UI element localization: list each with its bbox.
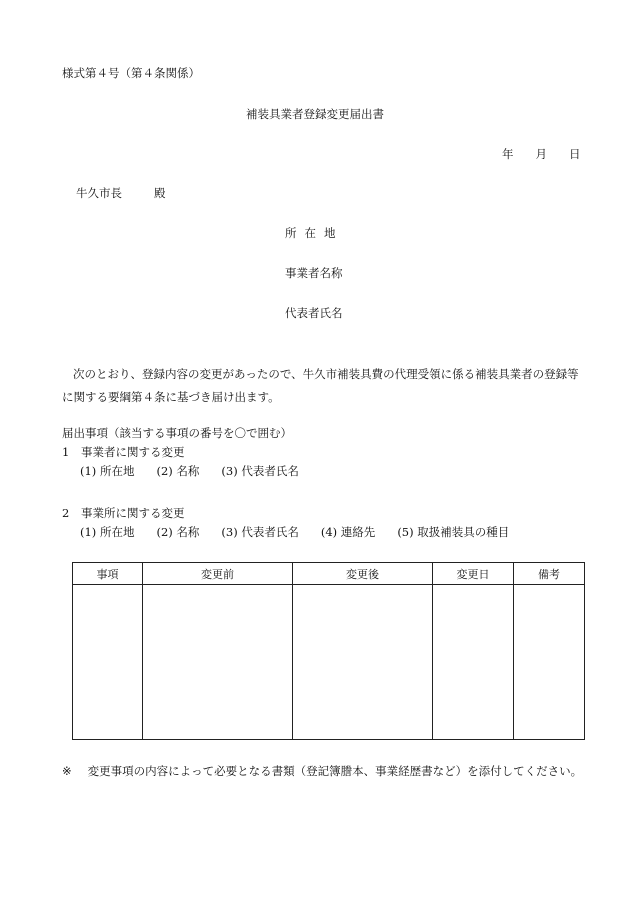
date-year-label: 年 — [502, 147, 514, 161]
section-2-option: (5) 取扱補装具の種目 — [397, 525, 510, 539]
section-1-option: (1) 所在地 — [80, 464, 135, 478]
section-2-option: (4) 連絡先 — [320, 525, 376, 539]
footnote-mark: ※ — [62, 764, 72, 778]
applicant-representative-label: 代表者氏名 — [285, 306, 343, 320]
form-number: 様式第４号（第４条関係） — [62, 66, 200, 80]
column-header-remarks: 備考 — [514, 563, 585, 585]
section-1-option: (2) 名称 — [156, 464, 200, 478]
column-header-after: 変更後 — [293, 563, 433, 585]
section-1-option: (3) 代表者氏名 — [221, 464, 299, 478]
addressee — [76, 188, 166, 200]
column-header-change-date: 変更日 — [433, 563, 514, 585]
addressee-honorific: 殿 — [154, 186, 166, 200]
footnote — [62, 766, 582, 778]
section-2-option: (1) 所在地 — [80, 525, 135, 539]
table-header-row — [73, 563, 585, 585]
addressee-name: 牛久市長 — [76, 186, 122, 200]
section-2-number: 2 — [62, 506, 70, 520]
applicant-address-label: 所在地 — [285, 226, 344, 240]
section-2-heading — [62, 508, 185, 520]
document-title: 補装具業者登録変更届出書 — [246, 107, 384, 121]
section-1-number: 1 — [62, 445, 70, 459]
applicant-business-name-label: 事業者名称 — [285, 266, 343, 280]
items-heading: 届出事項（該当する事項の番号を〇で囲む） — [62, 426, 292, 440]
section-1-heading — [62, 447, 185, 459]
section-2-title: 事業所に関する変更 — [81, 506, 185, 520]
table-cell-after — [293, 585, 433, 740]
change-table — [72, 562, 585, 740]
table-cell-change-date — [433, 585, 514, 740]
section-2-option: (3) 代表者氏名 — [221, 525, 299, 539]
table-cell-before — [143, 585, 293, 740]
footnote-text: 変更事項の内容によって必要となる書類（登記簿謄本、事業経歴書など）を添付してください。 — [87, 764, 583, 778]
table-row — [73, 585, 585, 740]
column-header-before: 変更前 — [143, 563, 293, 585]
table-cell-item — [73, 585, 143, 740]
section-2-option: (2) 名称 — [156, 525, 200, 539]
date-day-label: 日 — [569, 147, 581, 161]
date-month-label: 月 — [535, 147, 547, 161]
column-header-item: 事項 — [73, 563, 143, 585]
section-1-options — [80, 466, 299, 478]
section-1-title: 事業者に関する変更 — [81, 445, 185, 459]
date-line — [502, 149, 581, 161]
table-cell-remarks — [514, 585, 585, 740]
body-text: 次のとおり、登録内容の変更があったので、牛久市補装具費の代理受領に係る補装具業者の登録等に関する要綱第４条に基づき届け出ます。 — [62, 367, 579, 404]
section-2-options — [80, 527, 509, 539]
